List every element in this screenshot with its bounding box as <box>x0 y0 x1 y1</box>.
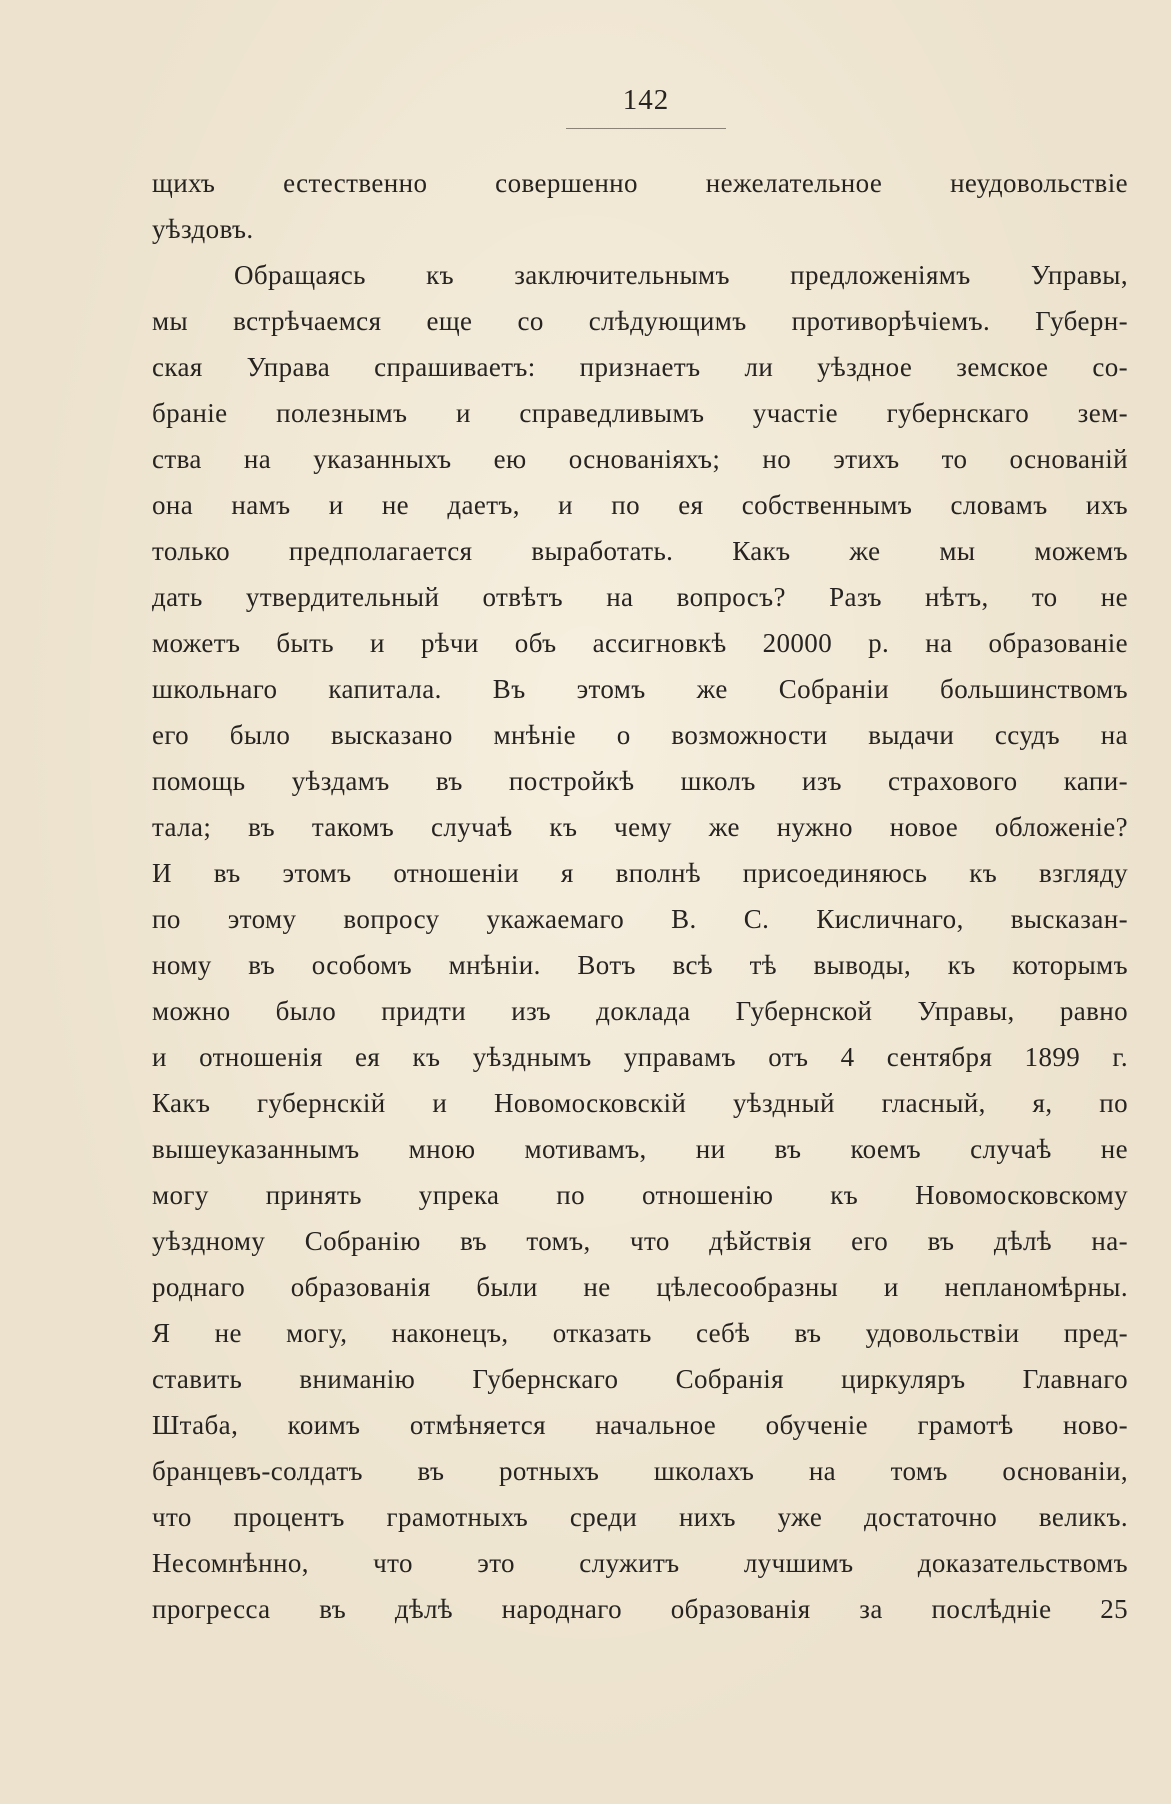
text-line: браніе полезнымъ и справедливымъ участіе губернскаго зем- <box>152 398 1128 428</box>
text-line: Штаба, коимъ отмѣняется начальное обученіе грамотѣ ново- <box>152 1410 1128 1440</box>
text-line: и отношенія ея къ уѣзднымъ управамъ отъ 4 сентября 1899 г. <box>152 1042 1128 1072</box>
text-line: только предполагается выработать. Какъ же мы можемъ <box>152 536 1128 566</box>
text-line: ставить вниманію Губернскаго Собранія циркуляръ Главнаго <box>152 1364 1128 1394</box>
text-line: по этому вопросу укажаемаго В. С. Кисличнаго, высказан- <box>152 904 1128 934</box>
text-line: ская Управа спрашиваетъ: признаетъ ли уѣздное земское со- <box>152 352 1128 382</box>
text-line: роднаго образованія были не цѣлесообразны и непланомѣрны. <box>152 1272 1128 1302</box>
text-line: тала; въ такомъ случаѣ къ чему же нужно новое обложеніе? <box>152 812 1128 842</box>
text-line: вышеуказаннымъ мною мотивамъ, ни въ коемъ случаѣ не <box>152 1134 1128 1164</box>
text-line: Несомнѣнно, что это служитъ лучшимъ доказательствомъ <box>152 1548 1128 1578</box>
text-line: можетъ быть и рѣчи объ ассигновкѣ 20000 р. на образованіе <box>152 628 1128 658</box>
text-line: его было высказано мнѣніе о возможности выдачи ссудъ на <box>152 720 1128 750</box>
text-line: Я не могу, наконецъ, отказать себѣ въ удовольствіи пред- <box>152 1318 1128 1348</box>
text-line: она намъ и не даетъ, и по ея собственнымъ словамъ ихъ <box>152 490 1128 520</box>
text-line: уѣздному Собранію въ томъ, что дѣйствія его въ дѣлѣ на- <box>152 1226 1128 1256</box>
text-line: можно было придти изъ доклада Губернской Управы, равно <box>152 996 1128 1026</box>
text-line: щихъ естественно совершенно нежелательное неудовольствіе <box>152 168 1128 198</box>
text-line: бранцевъ-солдатъ въ ротныхъ школахъ на томъ основаніи, <box>152 1456 1128 1486</box>
text-line: ному въ особомъ мнѣніи. Вотъ всѣ тѣ выводы, къ которымъ <box>152 950 1128 980</box>
text-line: прогресса въ дѣлѣ народнаго образованія за послѣдніе 25 <box>152 1594 1128 1624</box>
text-line: Обращаясь къ заключительнымъ предложеніямъ Управы, <box>234 260 1128 290</box>
text-line: И въ этомъ отношеніи я вполнѣ присоединяюсь къ взгляду <box>152 858 1128 888</box>
text-line: уѣздовъ. <box>152 214 254 244</box>
text-line: дать утвердительный отвѣтъ на вопросъ? Разъ нѣтъ, то не <box>152 582 1128 612</box>
page-number: 142 <box>622 84 670 116</box>
text-line: ства на указанныхъ ею основаніяхъ; но этихъ то основаній <box>152 444 1128 474</box>
text-line: помощь уѣздамъ въ постройкѣ школъ изъ страхового капи- <box>152 766 1128 796</box>
text-line: мы встрѣчаемся еще со слѣдующимъ противорѣчіемъ. Губерн- <box>152 306 1128 336</box>
text-line: могу принять упрека по отношенію къ Новомосковскому <box>152 1180 1128 1210</box>
page-number-rule <box>566 128 726 129</box>
text-line: Какъ губернскій и Новомосковскій уѣздный гласный, я, по <box>152 1088 1128 1118</box>
text-line: школьнаго капитала. Въ этомъ же Собраніи большинствомъ <box>152 674 1128 704</box>
text-line: что процентъ грамотныхъ среди нихъ уже достаточно великъ. <box>152 1502 1128 1532</box>
